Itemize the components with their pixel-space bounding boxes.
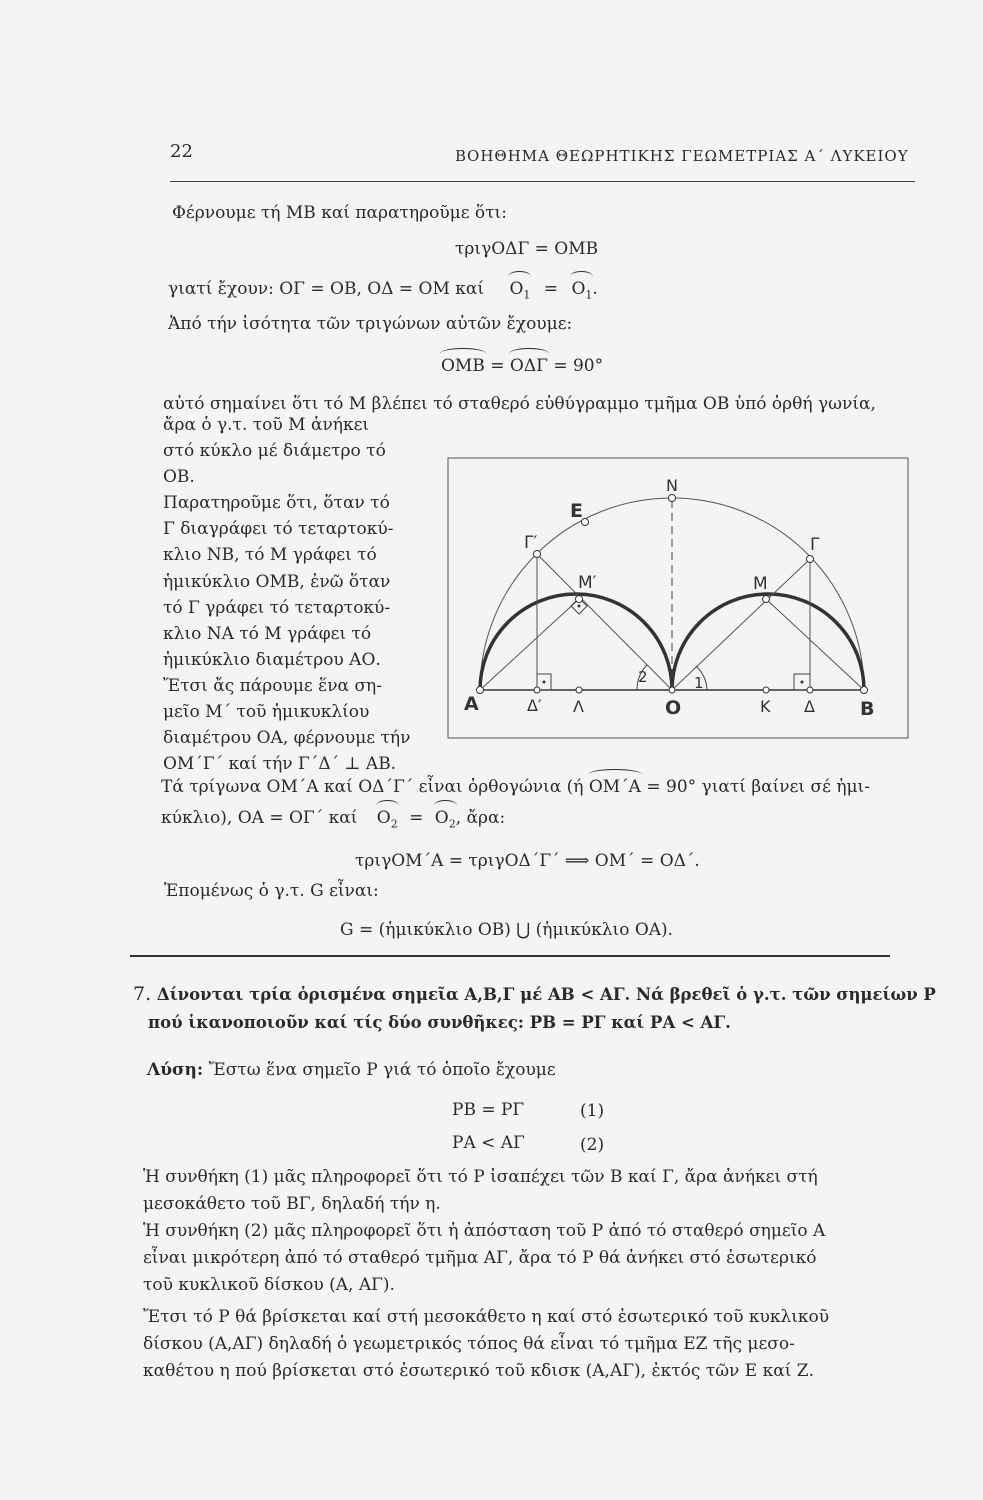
label-g1: Γ′ [524, 533, 538, 553]
label-b: B [860, 698, 875, 720]
line-mb [766, 599, 864, 690]
point-m1 [576, 596, 583, 603]
section-rule [130, 955, 890, 957]
running-header-title: ΒΟΗΘΗΜΑ ΘΕΩΡΗΤΙΚΗΣ ΓΕΩΜΕΤΡΙΑΣ Α΄ ΛΥΚΕΙΟΥ [455, 147, 909, 165]
condition-1: ΡΒ = ΡΓ [452, 1100, 525, 1120]
equation-triangles: τριγΟΔΓ = ΟΜΒ [455, 239, 599, 259]
label-m: M [753, 574, 768, 594]
point-m [763, 596, 770, 603]
equation-angles: ΟΜΒ = ΟΔΓ = 90° [441, 356, 604, 376]
point-o [669, 687, 675, 693]
text-line: κύκλιο), ΟΑ = ΟΓ΄ καί $O_2 = O_2$, ἄρα: [161, 808, 505, 834]
paragraph-line: Ἔτσι τό Ρ θά βρίσκεται καί στή μεσοκάθετο η καί στό ἐσωτερικό τοῦ κυκλικοῦ [143, 1307, 830, 1327]
point-l [576, 687, 582, 693]
label-g: Γ [810, 535, 820, 555]
line-og1 [537, 554, 672, 690]
angle-odg: ΟΔΓ [509, 356, 548, 376]
angle-o2: $O_2$ [435, 808, 456, 834]
angle-o1: $O_1$ [509, 279, 530, 305]
point-d [807, 687, 813, 693]
label-o: O [665, 697, 682, 719]
header-rule [170, 181, 915, 182]
paragraph-line: τοῦ κυκλικοῦ δίσκου (Α, ΑΓ). [143, 1275, 395, 1295]
equals-sign: = [543, 279, 559, 299]
angle-om1a: ΟΜ΄Α [588, 777, 641, 797]
text-line: Ἑπομένως ὁ γ.τ. G εἶναι: [164, 881, 379, 901]
label-l: Λ [573, 697, 584, 716]
label-d: Δ [804, 697, 815, 716]
label-n: N [666, 476, 678, 495]
point-g [807, 556, 814, 563]
paragraph-line: εἶναι μικρότερη ἀπό τό σταθερό τμῆμα ΑΓ, ἄρα τό Ρ θά ἀνήκει στό ἐσωτερικό [143, 1248, 817, 1268]
page-number: 22 [170, 141, 193, 162]
exercise-number: 7. [133, 983, 152, 1005]
label-angle-1: 1 [694, 674, 704, 692]
label-k: K [760, 697, 771, 716]
column-text: ἄρα ὁ γ.τ. τοῦ Μ ἀνήκει στό κύκλο μέ διάμετρο τό ΟΒ. Παρατηροῦμε ὅτι, ὅταν τό Γ διαγράφει τό τεταρτοκύ- κλιο ΝΒ, τό Μ γράφει τό ἡμικύκλιο ΟΜΒ, ἐνῶ ὅταν τό Γ γράφει τό τεταρτοκύ- κλιο ΝΑ τό Μ γράφει τό ἡμικύκλιο διαμέτρου ΑΟ. Ἔτσι ἄς πάρουμε ἕνα ση- μεῖο Μ΄ τοῦ ἡμικυκλίου διαμέτρου ΟΑ, φέρνουμε τήν ΟΜ΄Γ΄ καί τήν Γ΄Δ΄ ⊥ ΑΒ. [163, 415, 411, 775]
angle-o2: $O_2$ [377, 808, 398, 834]
figure-frame [448, 458, 908, 738]
point-d1 [534, 687, 540, 693]
label-a: A [464, 693, 479, 715]
label-d1: Δ′ [527, 696, 542, 715]
exercise-statement: 7. Δίνονται τρία ὁρισμένα σημεῖα Α,Β,Γ μέ ΑΒ < ΑΓ. Νά βρεθεῖ ὁ γ.τ. τῶν σημείων Ρ [133, 983, 936, 1005]
paragraph-line: μεσοκάθετο τοῦ ΒΓ, δηλαδή τήν η. [143, 1194, 441, 1214]
solution-intro: Λύση: Ἔστω ἕνα σημεῖο Ρ γιά τό ὁποῖο ἔχουμε [147, 1060, 556, 1080]
paragraph-line: δίσκου (Α,ΑΓ) δηλαδή ὁ γεωμετρικός τόπος θά εἶναι τό τμῆμα ΕΖ τῆς μεσο- [143, 1334, 795, 1354]
condition-2-number: (2) [580, 1135, 605, 1155]
exercise-statement: πού ἱκανοποιοῦν καί τίς δύο συνθῆκες: ΡΒ = ΡΓ καί ΡΑ < ΑΓ. [148, 1013, 731, 1032]
label-angle-2: 2 [638, 668, 648, 686]
line-am1 [480, 599, 579, 690]
text-line: γιατί ἔχουν: ΟΓ = ΟΒ, ΟΔ = ΟΜ καί $O_1 = O_1$. [168, 279, 598, 305]
text-line: Φέρνουμε τή ΜΒ καί παρατηροῦμε ὅτι: [172, 203, 507, 223]
equation-triangles-2: τριγΟΜ΄Α = τριγΟΔ΄Γ΄ ⟹ ΟΜ΄ = ΟΔ΄. [355, 851, 700, 871]
angle-omb: ΟΜΒ [441, 356, 485, 376]
paragraph-line: καθέτου η πού βρίσκεται στό ἐσωτερικό τοῦ κδισκ (Α,ΑΓ), ἐκτός τῶν Ε καί Ζ. [143, 1361, 814, 1381]
text-segment: γιατί ἔχουν: ΟΓ = ΟΒ, ΟΔ = ΟΜ καί [168, 279, 485, 299]
paragraph-line: Ἡ συνθήκη (2) μᾶς πληροφορεῖ ὅτι ἡ ἀπόσταση τοῦ Ρ ἀπό τό σταθερό σημεῖο Α [143, 1221, 826, 1241]
point-k [763, 687, 769, 693]
point-n [669, 495, 676, 502]
solution-label: Λύση: [147, 1060, 204, 1080]
label-e: E [570, 500, 583, 522]
geometry-figure [440, 455, 910, 740]
condition-1-number: (1) [580, 1101, 605, 1121]
paragraph-line: Ἡ συνθήκη (1) μᾶς πληροφορεῖ ὅτι τό Ρ ἰσαπέχει τῶν Β καί Γ, ἄρα ἀνήκει στή [143, 1167, 818, 1187]
condition-2: ΡΑ < ΑΓ [452, 1133, 525, 1153]
text-line: Ἀπό τήν ἰσότητα τῶν τριγώνων αὐτῶν ἔχουμε: [168, 314, 573, 334]
line-og [672, 559, 810, 690]
equation-locus: G = (ἡμικύκλιο ΟΒ) ⋃ (ἡμικύκλιο ΟΑ). [340, 920, 674, 940]
text-line: Τά τρίγωνα ΟΜ΄Α καί ΟΔ΄Γ΄ εἶναι ὀρθογώνια (ή ΟΜ΄Α = 90° γιατί βαίνει σέ ἡμι- [161, 777, 870, 797]
equals-sign: = [409, 808, 424, 828]
angle-o1: $O_1$ [571, 279, 592, 305]
label-m1: M′ [578, 573, 597, 593]
point-b [861, 687, 868, 694]
text-line: αὐτό σημαίνει ὅτι τό Μ βλέπει τό σταθερό εὐθύγραμμο τμῆμα ΟΒ ὑπό ὀρθή γωνία, [163, 394, 876, 414]
